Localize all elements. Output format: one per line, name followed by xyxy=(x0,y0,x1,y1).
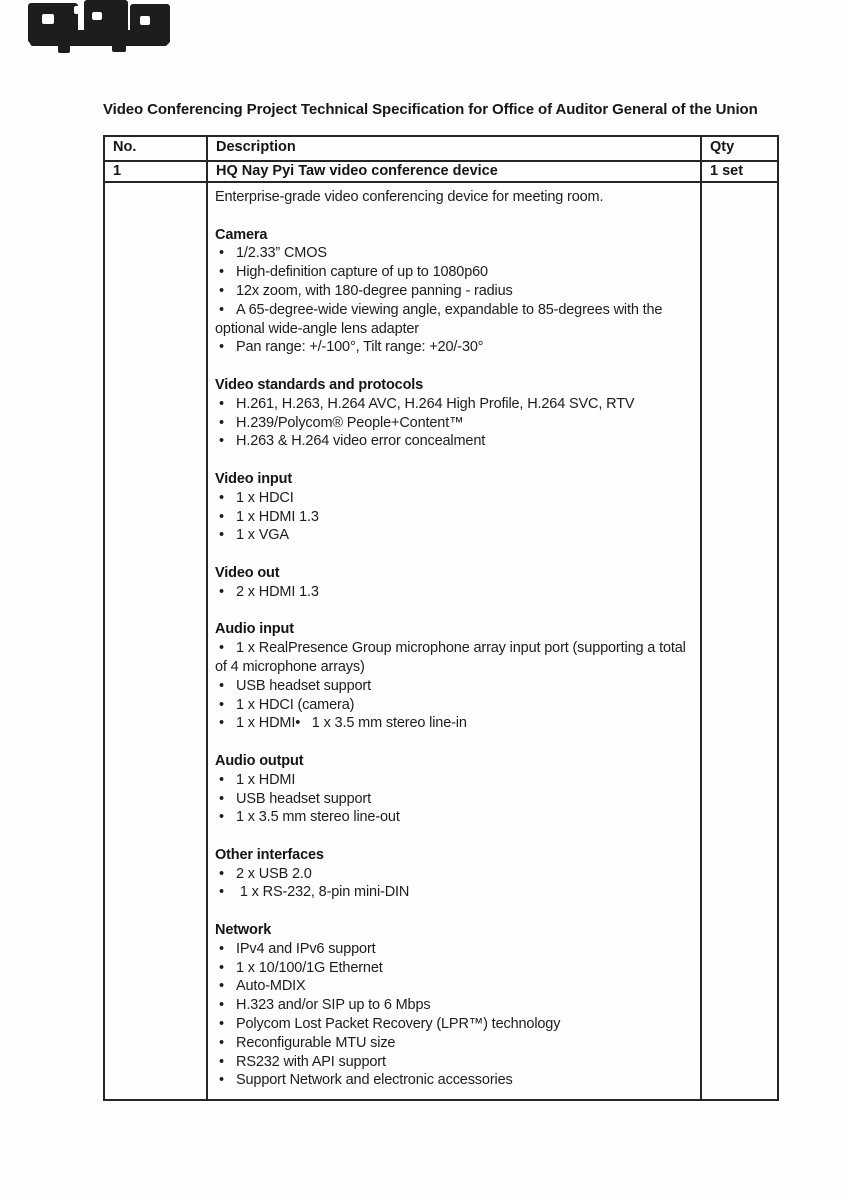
bullet-text: 1 x 3.5 mm stereo line-out xyxy=(236,809,400,826)
bullet-glyph: • xyxy=(219,884,224,901)
section-heading: Video out xyxy=(215,564,280,581)
item-no: 1 xyxy=(104,161,207,182)
bullet-glyph: • xyxy=(219,959,224,976)
bullet-glyph: • xyxy=(219,245,224,262)
spec-bullet xyxy=(215,489,694,508)
bullet-text: H.261, H.263, H.264 AVC, H.264 High Profile, H.264 SVC, RTV xyxy=(236,395,635,412)
bullet-text: 1 x RealPresence Group microphone array input port (supporting a total of 4 microphone arrays) xyxy=(215,640,686,675)
detail-intro: Enterprise-grade video conferencing device for meeting room. xyxy=(215,189,604,205)
spec-bullet xyxy=(215,808,694,827)
bullet-glyph: • xyxy=(219,997,224,1014)
spec-bullet xyxy=(215,959,694,978)
spec-section xyxy=(215,846,694,902)
section-bullet-list xyxy=(215,639,694,733)
spec-section xyxy=(215,376,694,451)
spec-bullet xyxy=(215,508,694,527)
bullet-glyph: • xyxy=(219,809,224,826)
bullet-glyph: • xyxy=(219,1053,224,1070)
bullet-glyph: • xyxy=(219,865,224,882)
spec-section xyxy=(215,470,694,545)
bullet-text: 2 x HDMI 1.3 xyxy=(236,583,319,600)
section-bullet-list xyxy=(215,395,694,451)
bullet-glyph: • xyxy=(219,301,224,318)
bullet-text: 1/2.33” CMOS xyxy=(236,245,327,262)
bullet-text: 1 x VGA xyxy=(236,527,289,544)
spec-bullet xyxy=(215,263,694,282)
spec-bullet xyxy=(215,883,694,902)
spec-bullet xyxy=(215,790,694,809)
bullet-text: RS232 with API support xyxy=(236,1053,386,1070)
col-header-description: Description xyxy=(207,136,701,161)
bullet-glyph: • xyxy=(219,414,224,431)
bullet-glyph: • xyxy=(219,583,224,600)
bullet-glyph: • xyxy=(219,978,224,995)
bullet-text: 1 x RS-232, 8-pin mini-DIN xyxy=(236,884,410,901)
bullet-text: Reconfigurable MTU size xyxy=(236,1034,396,1051)
spec-bullet xyxy=(215,771,694,790)
spec-table xyxy=(103,135,779,1101)
bullet-text: High-definition capture of up to 1080p60 xyxy=(236,264,488,281)
bullet-glyph: • xyxy=(219,1016,224,1033)
spec-bullet xyxy=(215,301,694,339)
bullet-text: Polycom Lost Packet Recovery (LPR™) technology xyxy=(236,1016,561,1033)
spec-bullet xyxy=(215,526,694,545)
bullet-text: Support Network and electronic accessories xyxy=(236,1072,513,1089)
spec-bullet xyxy=(215,639,694,677)
col-header-no: No. xyxy=(104,136,207,161)
spec-bullet xyxy=(215,414,694,433)
spec-bullet xyxy=(215,338,694,357)
bullet-glyph: • xyxy=(219,282,224,299)
spec-bullet xyxy=(215,977,694,996)
item-description: HQ Nay Pyi Taw video conference device xyxy=(207,161,701,182)
bullet-text: 2 x USB 2.0 xyxy=(236,865,312,882)
section-bullet-list xyxy=(215,865,694,903)
section-heading: Camera xyxy=(215,226,268,243)
section-bullet-list xyxy=(215,940,694,1090)
section-heading: Other interfaces xyxy=(215,846,324,863)
detail-description-cell xyxy=(207,182,701,1100)
bullet-text: IPv4 and IPv6 support xyxy=(236,940,376,957)
bullet-glyph: • xyxy=(219,790,224,807)
section-heading: Audio output xyxy=(215,752,304,769)
item-qty: 1 set xyxy=(701,161,778,182)
spec-bullet xyxy=(215,583,694,602)
spec-bullet xyxy=(215,1015,694,1034)
spec-bullet xyxy=(215,395,694,414)
spec-bullet xyxy=(215,244,694,263)
spec-bullet xyxy=(215,696,694,715)
bullet-glyph: • xyxy=(219,527,224,544)
spec-bullet xyxy=(215,1034,694,1053)
bullet-text: A 65-degree-wide viewing angle, expandable to 85-degrees with the optional wide-angle lens adapter xyxy=(215,301,663,337)
spec-bullet xyxy=(215,940,694,959)
section-heading: Network xyxy=(215,922,272,939)
spec-bullet xyxy=(215,714,694,733)
bullet-text: 1 x HDCI (camera) xyxy=(236,696,355,713)
bullet-text: USB headset support xyxy=(236,790,371,807)
bullet-text: 1 x HDMI 1.3 xyxy=(236,508,319,525)
bullet-glyph: • xyxy=(219,771,224,788)
bullet-text: 1 x HDMI• 1 x 3.5 mm stereo line-in xyxy=(236,715,467,732)
section-heading: Video standards and protocols xyxy=(215,376,424,393)
spec-section xyxy=(215,564,694,602)
section-bullet-list xyxy=(215,771,694,827)
detail-qty-cell xyxy=(701,182,778,1100)
bullet-glyph: • xyxy=(219,433,224,450)
bullet-glyph: • xyxy=(219,677,224,694)
bullet-glyph: • xyxy=(219,395,224,412)
spec-section xyxy=(215,752,694,827)
section-bullet-list xyxy=(215,489,694,545)
bullet-glyph: • xyxy=(219,508,224,525)
bullet-glyph: • xyxy=(219,339,224,356)
bullet-text: Pan range: +/-100°, Tilt range: +20/-30° xyxy=(236,339,484,356)
bullet-text: 12x zoom, with 180-degree panning - radius xyxy=(236,282,513,299)
bullet-text: H.263 & H.264 video error concealment xyxy=(236,433,486,450)
ink-mark xyxy=(22,0,186,58)
spec-sections xyxy=(215,226,694,1091)
section-bullet-list xyxy=(215,583,694,602)
section-heading: Audio input xyxy=(215,621,294,638)
detail-no-cell xyxy=(104,182,207,1100)
spec-section xyxy=(215,226,694,358)
spec-bullet xyxy=(215,282,694,301)
col-header-qty: Qty xyxy=(701,136,778,161)
bullet-text: 1 x HDCI xyxy=(236,489,294,506)
bullet-text: Auto-MDIX xyxy=(236,978,306,995)
bullet-glyph: • xyxy=(219,940,224,957)
bullet-text: USB headset support xyxy=(236,677,371,694)
spec-section xyxy=(215,620,694,733)
spec-bullet xyxy=(215,865,694,884)
bullet-text: 1 x HDMI xyxy=(236,771,296,788)
spec-bullet xyxy=(215,1053,694,1072)
section-bullet-list xyxy=(215,244,694,357)
bullet-glyph: • xyxy=(219,1034,224,1051)
spec-bullet xyxy=(215,996,694,1015)
bullet-text: 1 x 10/100/1G Ethernet xyxy=(236,959,383,976)
bullet-glyph: • xyxy=(219,489,224,506)
section-heading: Video input xyxy=(215,470,293,487)
bullet-glyph: • xyxy=(219,640,224,657)
spec-bullet xyxy=(215,1071,694,1090)
table-row xyxy=(104,161,778,182)
spec-bullet xyxy=(215,432,694,451)
bullet-glyph: • xyxy=(219,264,224,281)
spec-section xyxy=(215,921,694,1090)
table-header-row xyxy=(104,136,778,161)
spec-bullet xyxy=(215,677,694,696)
bullet-text: H.239/Polycom® People+Content™ xyxy=(236,414,464,431)
bullet-glyph: • xyxy=(219,715,224,732)
document-title: Video Conferencing Project Technical Specification for Office of Auditor General of the Union xyxy=(103,101,758,118)
bullet-glyph: • xyxy=(219,696,224,713)
bullet-text: H.323 and/or SIP up to 6 Mbps xyxy=(236,997,431,1014)
bullet-glyph: • xyxy=(219,1072,224,1089)
detail-row xyxy=(104,182,778,1100)
